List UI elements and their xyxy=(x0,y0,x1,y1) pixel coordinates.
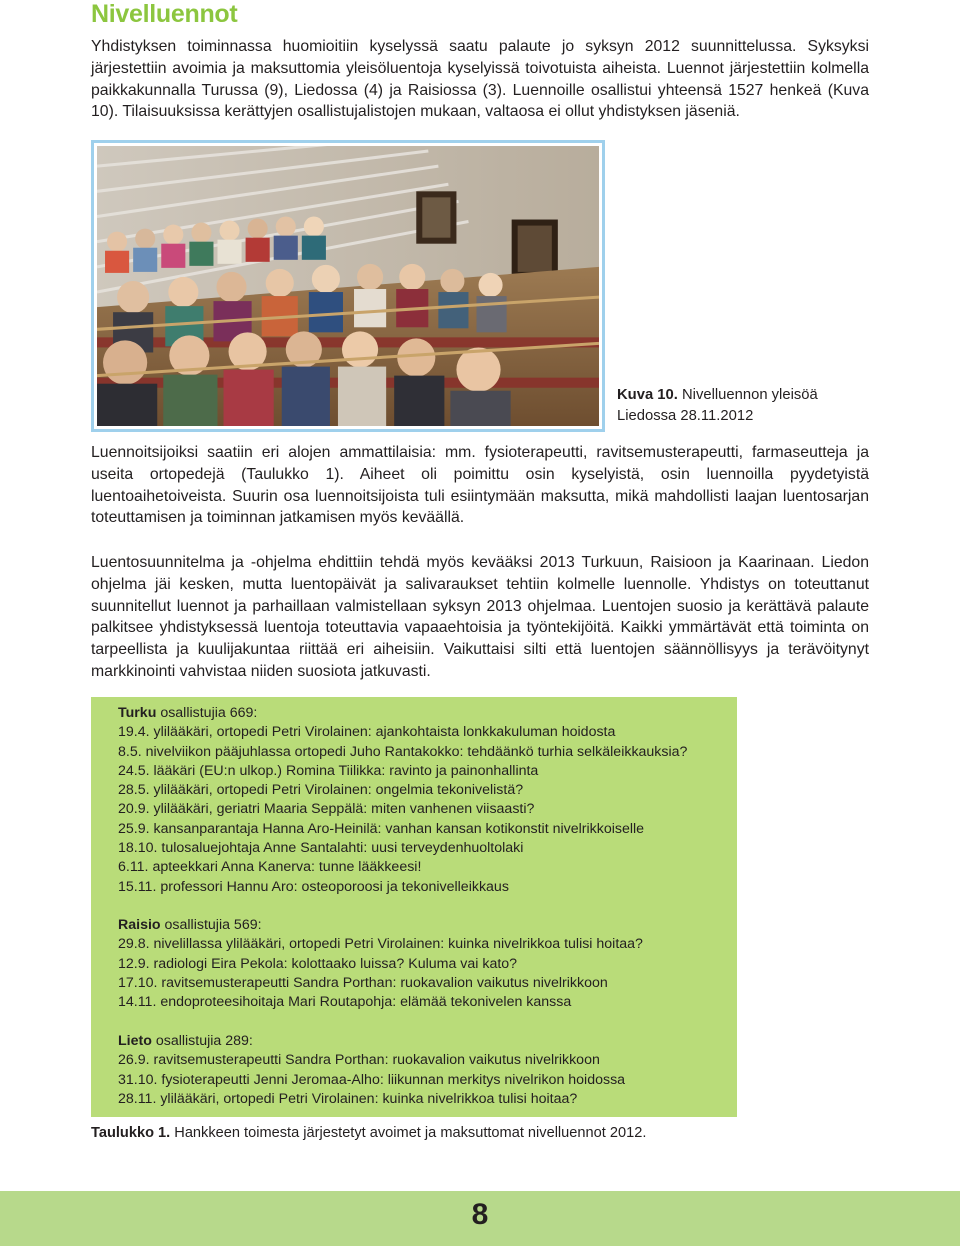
city-label: Lieto xyxy=(118,1033,152,1049)
photo-caption-label: Kuva 10. xyxy=(617,387,678,403)
lecture-item: 28.11. ylilääkäri, ortopedi Petri Virolainen: kuinka nivelrikkoa tulisi hoitaa? xyxy=(118,1090,578,1107)
group-header xyxy=(118,1032,625,1051)
table-caption-label: Taulukko 1. xyxy=(91,1125,171,1141)
lecture-item: 14.11. endoproteesihoitaja Mari Routapohja: elämää tekonivelen kanssa xyxy=(118,994,572,1011)
page-number: 8 xyxy=(471,1198,489,1231)
lecture-item: 28.5. ylilääkäri, ortopedi Petri Virolainen: ongelmia tekonivelistä? xyxy=(118,782,524,799)
page-title: Nivelluennot xyxy=(91,0,238,28)
lecture-group-raisio xyxy=(118,916,643,1012)
plans-paragraph: Luentosuunnitelma ja -ohjelma ehdittiin tehdä myös kevääksi 2013 Turkuun, Raisioon ja Kaarinaan. Liedon ohjelma jäi kesken, mutta luentopäivät ja salivaraukset tehtiin kolmelle luennolle. Yhdistys on toteuttanut suunnitellut luennot ja parhaillaan valmistellaan syksyn 2013 ohjelmaa. Luentojen suosio ja kerättävä palaute palkitsee yhdistyksessä luentoja toteuttavia vapaaehtoisia ja työntekijöitä. Kaikki ymmärtävät että toiminta on tarpeellista ja kuulijakuntaa riittää eri aiheisiin. Vaikuttaisi silti että luentojen säännöllisyys ja terävöitynyt markkinointi vahvistaa niiden suosiota jatkuvasti. xyxy=(91,554,869,680)
table-caption-text: Hankkeen toimesta järjestetyt avoimet ja maksuttomat nivelluennot 2012. xyxy=(174,1125,647,1141)
city-label: Raisio xyxy=(118,917,161,933)
table-caption xyxy=(91,1125,646,1141)
intro-paragraph: Yhdistyksen toiminnassa huomioitiin kyselyssä saatu palaute jo syksyn 2012 suunnittelussa. Syksyksi järjestettiin avoimia ja maksuttomia yleisöluentoja kyselyissä toivotuista aiheista. Luennot järjestettiin kolmella paikkakunnalla Turussa (9), Liedossa (4) ja Raisiossa (3). Luennoille osallistui yhteensä 1527 henkeä (Kuva 10). Tilaisuuksissa kerättyjen osallistujalistojen mukaan, valtaosa ei ollut yhdistyksen jäseniä. xyxy=(91,38,869,121)
audience-photo xyxy=(91,140,605,432)
group-header xyxy=(118,704,687,723)
lecture-item: 19.4. ylilääkäri, ortopedi Petri Virolainen: ajankohtaista lonkkakuluman hoidosta xyxy=(118,724,616,741)
lecture-item: 18.10. tulosaluejohtaja Anne Santalahti: uusi terveydenhuoltolaki xyxy=(118,840,524,857)
audience-photo-illustration xyxy=(97,146,599,426)
lecture-item: 17.10. ravitsemusterapeutti Sandra Porthan: ruokavalion vaikutus nivelrikkoon xyxy=(118,974,608,991)
lecture-item: 25.9. kansanparantaja Hanna Aro-Heinilä: vanhan kansan kotikonstit nivelrikkoiselle xyxy=(118,820,645,837)
lecture-item: 20.9. ylilääkäri, geriatri Maaria Seppälä: miten vanhenen viisaasti? xyxy=(118,801,535,818)
lecture-item: 12.9. radiologi Eira Pekola: kolottaako luissa? Kuluma vai kato? xyxy=(118,955,518,972)
lecture-item: 29.8. nivelillassa ylilääkäri, ortopedi Petri Virolainen: kuinka nivelrikkoa tulisi hoitaa? xyxy=(118,936,643,953)
group-header xyxy=(118,916,643,935)
participant-count: osallistujia 669: xyxy=(160,705,258,721)
participant-count: osallistujia 289: xyxy=(155,1033,253,1049)
lecture-item: 24.5. lääkäri (EU:n ulkop.) Romina Tiilikka: ravinto ja painonhallinta xyxy=(118,762,539,779)
lecturers-paragraph: Luennoitsijoiksi saatiin eri alojen ammattilaisia: mm. fysioterapeutti, ravitsemusterapeutti, farmaseutteja ja useita ortopedejä (Taulukko 1). Aiheet oli poimittu osin kyselyistä, osin luennoilla pyydetyistä luentoaihetoiveista. Suurin osa luennoitsijoista tuli esiintymään maksutta, mikä mahdollisti laajan luentosarjan toteuttamisen ja toiminnan jatkamisen myös keväällä. xyxy=(91,444,869,527)
city-label: Turku xyxy=(118,705,157,721)
lecture-item: 15.11. professori Hannu Aro: osteoporoosi ja tekonivelleikkaus xyxy=(118,878,509,895)
lecture-item: 31.10. fysioterapeutti Jenni Jeromaa-Alho: liikunnan merkitys nivelrikon hoidossa xyxy=(118,1071,626,1088)
lecture-group-lieto xyxy=(118,1032,625,1109)
photo-caption-text: Nivelluennon yleisöä Liedossa 28.11.2012 xyxy=(617,387,818,424)
lecture-group-turku xyxy=(118,704,687,897)
lecture-item: 8.5. nivelviikon pääjuhlassa ortopedi Juho Rantakokko: tehdäänkö turhia selkäleikkauksia? xyxy=(118,743,688,760)
photo-caption xyxy=(617,385,857,427)
lecture-item: 6.11. apteekkari Anna Kanerva: tunne lääkkeesi! xyxy=(118,859,422,876)
lecture-item: 26.9. ravitsemusterapeutti Sandra Porthan: ruokavalion vaikutus nivelrikkoon xyxy=(118,1052,600,1069)
participant-count: osallistujia 569: xyxy=(164,917,262,933)
